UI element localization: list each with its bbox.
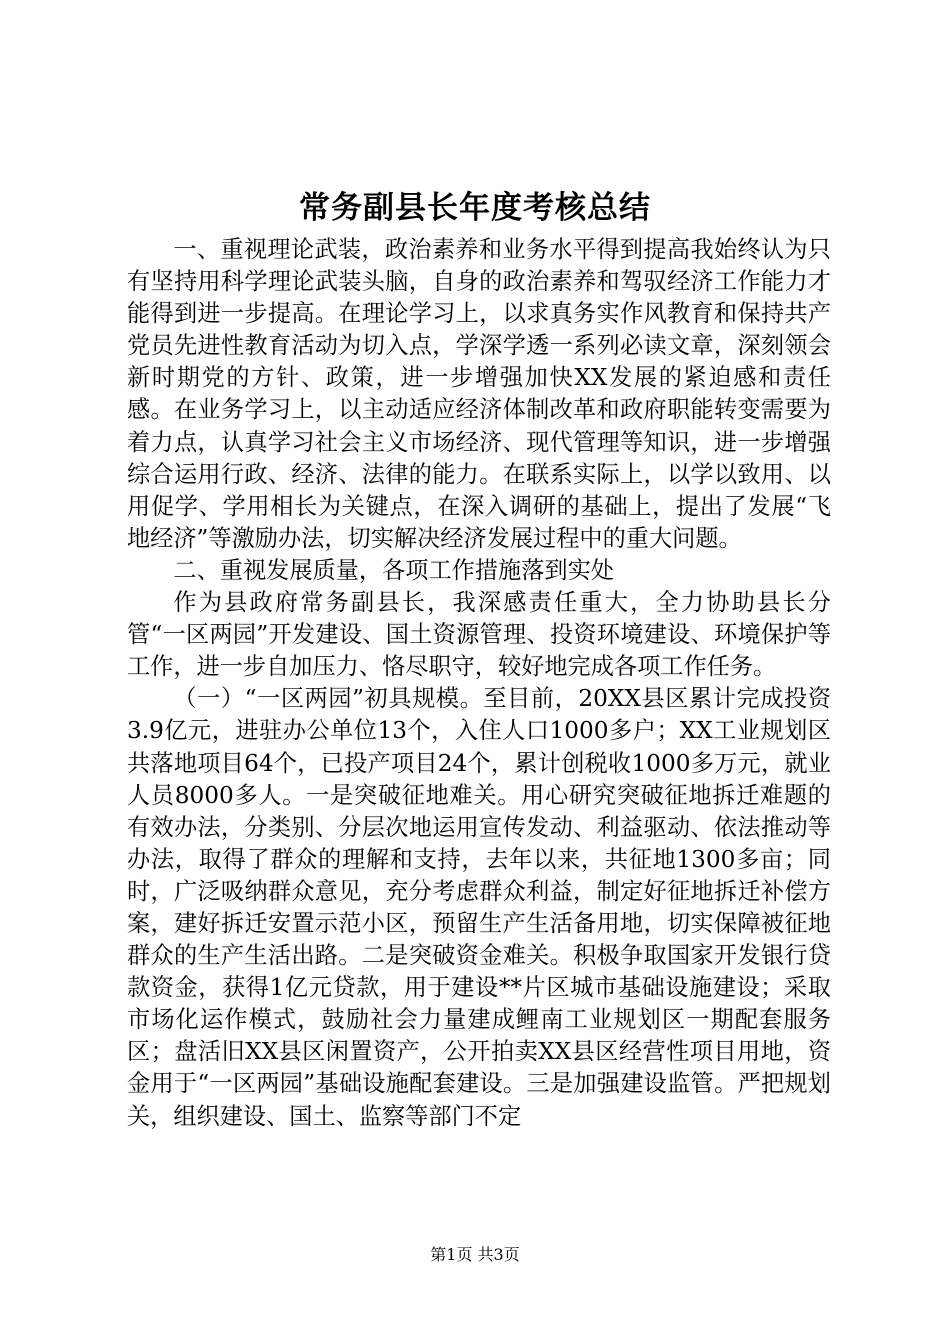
paragraph-theory-study: 一、重视理论武装，政治素养和业务水平得到提高我始终认为只有坚持用科学理论武装头脑，自身的政治素养和驾驭经济工作能力才能得到进一步提高。在理论学习上，以求真务实作风教育和保持共产党员先进性教育活动为切入点，学深学透一系列必读文章，深刻领会新时期党的方针、政策，进一步增强加快XX发展的紧迫感和责任感。在业务学习上，以主动适应经济体制改革和政府职能转变需要为着力点，认真学习社会主义市场经济、现代管理等知识，进一步增强综合运用行政、经济、法律的能力。在联系实际上，以学以致用、以用促学、学用相长为关键点，在深入调研的基础上，提出了发展“飞地经济”等激励办法，切实解决经济发展过程中的重大问题。	[127, 236, 831, 552]
page-number-footer: 第1页 共3页	[430, 1245, 520, 1264]
document-body	[127, 234, 831, 1133]
paragraph-responsibilities: 作为县政府常务副县长，我深感责任重大，全力协助县长分管“一区两园”开发建设、国土资源管理、投资环境建设、环境保护等工作，进一步自加压力、恪尽职守，较好地完成各项工作任务。	[127, 589, 831, 681]
document-title: 常务副县长年度考核总结	[299, 190, 651, 226]
paragraph-section-heading: 二、重视发展质量，各项工作措施落到实处	[173, 556, 614, 584]
paragraph-development-zones: （一）“一区两园”初具规模。至目前，20XX县区累计完成投资3.9亿元，进驻办公单位13个，入住人口1000多户；XX工业规划区共落地项目64个，已投产项目24个，累计创税收1000多万元，就业人员8000多人。一是突破征地难关。用心研究突破征地拆迁难题的有效办法，分类别、分层次地运用宣传发动、利益驱动、依法推动等办法，取得了群众的理解和支持，去年以来，共征地1300多亩；同时，广泛吸纳群众意见，充分考虑群众利益，制定好征地拆迁补偿方案，建好拆迁安置示范小区，预留生产生活备用地，切实保障被征地群众的生产生活出路。二是突破资金难关。积极争取国家开发银行贷款资金，获得1亿元贷款，用于建设**片区城市基础设施建设；采取市场化运作模式，鼓励社会力量建成鲤南工业规划区一期配套服务区；盘活旧XX县区闲置资产，公开拍卖XX县区经营性项目用地，资金用于“一区两园”基础设施配套建设。三是加强建设监管。严把规划关，组织建设、国土、监察等部门不定	[127, 685, 831, 1130]
